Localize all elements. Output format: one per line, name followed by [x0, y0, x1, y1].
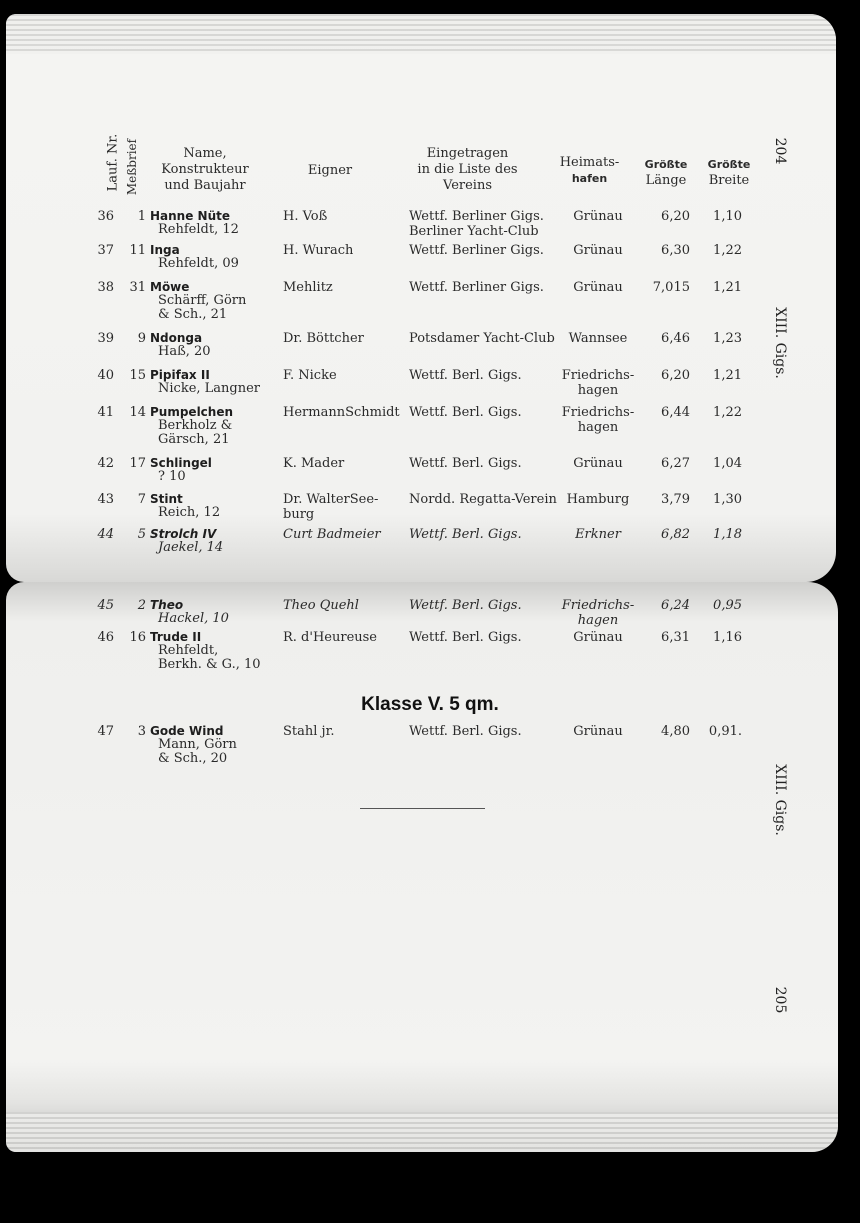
cell-eigner-line: F. Nicke	[283, 368, 337, 383]
cell-konstrukteur	[158, 294, 278, 322]
cell-breite: 1,21	[713, 280, 742, 295]
cell-konstrukteur	[158, 541, 278, 555]
cell-messbrief: 9	[137, 331, 146, 346]
cell-laenge: 7,015	[652, 280, 690, 295]
cell-laenge: 6,24	[661, 598, 690, 613]
cell-laenge: 6,30	[661, 243, 690, 258]
cell-boat-name: Stint	[150, 492, 183, 506]
cell-verein	[409, 492, 559, 507]
page-number-top: 204	[772, 137, 788, 165]
cell-heimatshafen	[558, 598, 638, 628]
cell-konstrukteur	[158, 644, 278, 672]
cell-heimatshafen	[558, 456, 638, 471]
cell-konstrukteur	[158, 470, 278, 484]
cell-boat-name: Schlingel	[150, 456, 212, 470]
cell-verein-line: Potsdamer Yacht-Club	[409, 331, 555, 346]
cell-boat-name: Pumpelchen	[150, 405, 234, 419]
header-breite: Größte Breite	[707, 158, 751, 188]
cell-konstrukteur-line: ? 10	[158, 469, 186, 484]
class-heading: Klasse V. 5 qm.	[361, 694, 499, 715]
cell-verein-line: Berliner Yacht-Club	[409, 224, 539, 239]
cell-eigner-line: K. Mader	[283, 456, 345, 471]
cell-eigner	[283, 630, 403, 645]
page-number-bottom: 205	[772, 986, 788, 1014]
cell-laenge: 3,79	[661, 492, 690, 507]
cell-eigner	[283, 527, 403, 542]
cell-breite: 1,21	[713, 368, 742, 383]
cell-breite: 1,23	[713, 331, 742, 346]
cell-eigner-line: Dr. WalterSee-	[283, 492, 379, 507]
page-edge-lines	[6, 14, 836, 54]
cell-konstrukteur-line: Haß, 20	[158, 344, 211, 359]
cell-eigner-line: Dr. Böttcher	[283, 331, 364, 346]
cell-eigner-line: Stahl jr.	[283, 724, 335, 739]
cell-heimatshafen-line: Friedrichs-	[561, 368, 635, 383]
cell-verein-line: Wettf. Berliner Gigs.	[409, 209, 544, 224]
cell-heimatshafen-line: Grünau	[573, 724, 623, 739]
cell-messbrief: 15	[129, 368, 146, 383]
cell-konstrukteur	[158, 382, 278, 396]
cell-laenge: 4,80	[661, 724, 690, 739]
cell-verein	[409, 209, 559, 239]
cell-verein	[409, 331, 559, 346]
cell-heimatshafen-line: Hamburg	[566, 492, 630, 507]
cell-konstrukteur-line: Berkh. & G., 10	[158, 657, 261, 672]
cell-konstrukteur-line: Reich, 12	[158, 505, 221, 520]
cell-boat-name: Theo	[150, 598, 184, 612]
cell-konstrukteur	[158, 345, 278, 359]
cell-eigner	[283, 243, 403, 258]
cell-verein-line: Wettf. Berliner Gigs.	[409, 280, 544, 295]
header-heimatshafen: Heimats- hafen	[559, 155, 620, 185]
cell-breite: 1,22	[713, 405, 742, 420]
cell-boat-name: Inga	[150, 243, 180, 257]
cell-konstrukteur-line: & Sch., 20	[158, 751, 228, 766]
cell-laenge: 6,31	[661, 630, 690, 645]
cell-breite: 1,04	[713, 456, 742, 471]
cell-konstrukteur-line: Berkholz &	[158, 418, 233, 433]
cell-messbrief: 17	[129, 456, 146, 471]
closing-rule	[360, 808, 485, 809]
cell-verein-line: Wettf. Berl. Gigs.	[409, 527, 522, 542]
cell-lauf-nr: 46	[97, 630, 114, 645]
cell-verein	[409, 280, 559, 295]
cell-eigner-line: Theo Quehl	[283, 598, 359, 613]
cell-eigner-line: HermannSchmidt	[283, 405, 400, 420]
cell-heimatshafen	[558, 280, 638, 295]
cell-verein-line: Wettf. Berl. Gigs.	[409, 724, 522, 739]
cell-verein	[409, 368, 559, 383]
cell-verein	[409, 724, 559, 739]
cell-heimatshafen	[558, 724, 638, 739]
cell-verein	[409, 405, 559, 420]
cell-konstrukteur	[158, 223, 278, 237]
cell-lauf-nr: 38	[97, 280, 114, 295]
cell-lauf-nr: 37	[97, 243, 114, 258]
cell-lauf-nr: 36	[97, 209, 114, 224]
cell-lauf-nr: 41	[97, 405, 114, 420]
header-name: Name, Konstrukteur und Baujahr	[161, 146, 249, 193]
cell-laenge: 6,82	[661, 527, 690, 542]
cell-boat-name: Gode Wind	[150, 724, 224, 738]
cell-heimatshafen	[558, 405, 638, 435]
cell-eigner-line: Curt Badmeier	[283, 527, 381, 542]
cell-eigner	[283, 724, 403, 739]
cell-heimatshafen-line: Grünau	[573, 209, 623, 224]
cell-boat-name: Trude II	[150, 630, 202, 644]
cell-heimatshafen-line: Grünau	[573, 456, 623, 471]
cell-heimatshafen-line: Erkner	[575, 527, 621, 542]
cell-verein	[409, 598, 559, 613]
cell-verein	[409, 243, 559, 258]
cell-heimatshafen-line: Friedrichs-	[561, 598, 635, 613]
cell-verein-line: Wettf. Berl. Gigs.	[409, 456, 522, 471]
header-laenge: Größte Länge	[644, 158, 688, 188]
cell-konstrukteur	[158, 612, 278, 626]
cell-konstrukteur-line: Hackel, 10	[158, 611, 229, 626]
cell-verein-line: Wettf. Berliner Gigs.	[409, 243, 544, 258]
cell-messbrief: 16	[129, 630, 146, 645]
cell-eigner	[283, 280, 403, 295]
side-label-bottom: XIII. Gigs.	[772, 764, 788, 836]
cell-messbrief: 14	[129, 405, 146, 420]
cell-heimatshafen	[558, 630, 638, 645]
cell-eigner	[283, 368, 403, 383]
cell-konstrukteur-line: Jaekel, 14	[158, 540, 224, 555]
cell-laenge: 6,46	[661, 331, 690, 346]
cell-lauf-nr: 43	[97, 492, 114, 507]
cell-lauf-nr: 40	[97, 368, 114, 383]
cell-eigner	[283, 492, 403, 522]
cell-verein	[409, 527, 559, 542]
page-edge-lines	[6, 1112, 838, 1152]
cell-messbrief: 2	[137, 598, 146, 613]
side-label-top: XIII. Gigs.	[772, 307, 788, 379]
cell-konstrukteur	[158, 419, 278, 447]
cell-verein-line: Nordd. Regatta-Verein	[409, 492, 557, 507]
cell-eigner-line: H. Voß	[283, 209, 328, 224]
cell-messbrief: 3	[137, 724, 146, 739]
cell-laenge: 6,44	[661, 405, 690, 420]
cell-konstrukteur-line: Schärff, Görn	[158, 293, 247, 308]
header-messbrief: Meßbrief	[125, 138, 139, 196]
cell-lauf-nr: 39	[97, 331, 114, 346]
cell-lauf-nr: 42	[97, 456, 114, 471]
cell-lauf-nr: 45	[97, 598, 114, 613]
cell-konstrukteur-line: Nicke, Langner	[158, 381, 261, 396]
cell-verein	[409, 630, 559, 645]
cell-eigner	[283, 405, 403, 420]
cell-eigner	[283, 598, 403, 613]
cell-konstrukteur	[158, 738, 278, 766]
cell-heimatshafen	[558, 209, 638, 224]
cell-heimatshafen	[558, 527, 638, 542]
cell-messbrief: 5	[137, 527, 146, 542]
header-lauf-nr: Lauf. Nr.	[105, 133, 121, 192]
cell-lauf-nr: 44	[97, 527, 114, 542]
cell-konstrukteur-line: Gärsch, 21	[158, 432, 230, 447]
cell-konstrukteur-line: Rehfeldt, 12	[158, 222, 239, 237]
cell-verein	[409, 456, 559, 471]
cell-heimatshafen-line: Grünau	[573, 243, 623, 258]
cell-boat-name: Strolch IV	[150, 527, 217, 541]
cell-lauf-nr: 47	[97, 724, 114, 739]
cell-laenge: 6,27	[661, 456, 690, 471]
cell-eigner-line: H. Wurach	[283, 243, 354, 258]
cell-eigner-line: Mehlitz	[283, 280, 333, 295]
cell-heimatshafen-line: hagen	[577, 383, 619, 398]
header-eigner: Eigner	[307, 163, 353, 178]
cell-heimatshafen	[558, 243, 638, 258]
cell-heimatshafen-line: Wannsee	[568, 331, 628, 346]
cell-breite: 0,91.	[708, 724, 742, 739]
cell-heimatshafen	[558, 368, 638, 398]
cell-breite: 0,95	[713, 598, 742, 613]
cell-messbrief: 31	[129, 280, 146, 295]
cell-heimatshafen-line: Friedrichs-	[561, 405, 635, 420]
cell-boat-name: Hanne Nüte	[150, 209, 231, 223]
cell-laenge: 6,20	[661, 368, 690, 383]
cell-laenge: 6,20	[661, 209, 690, 224]
cell-boat-name: Ndonga	[150, 331, 203, 345]
cell-breite: 1,18	[713, 527, 742, 542]
cell-eigner-line: burg	[283, 507, 315, 522]
cell-konstrukteur-line: Rehfeldt,	[158, 643, 219, 658]
cell-eigner-line: R. d'Heureuse	[283, 630, 377, 645]
cell-boat-name: Pipifax II	[150, 368, 210, 382]
header-eingetragen: Eingetragen in die Liste des Vereins	[417, 146, 518, 193]
cell-messbrief: 11	[129, 243, 146, 258]
cell-breite: 1,10	[713, 209, 742, 224]
cell-verein-line: Wettf. Berl. Gigs.	[409, 368, 522, 383]
cell-verein-line: Wettf. Berl. Gigs.	[409, 405, 522, 420]
cell-konstrukteur-line: & Sch., 21	[158, 307, 228, 322]
cell-konstrukteur-line: Mann, Görn	[158, 737, 237, 752]
cell-messbrief: 7	[137, 492, 146, 507]
cell-eigner	[283, 331, 403, 346]
cell-heimatshafen	[558, 492, 638, 507]
bottom-page	[6, 582, 838, 1152]
cell-konstrukteur-line: Rehfeldt, 09	[158, 256, 239, 271]
cell-breite: 1,30	[713, 492, 742, 507]
cell-konstrukteur	[158, 257, 278, 271]
cell-verein-line: Wettf. Berl. Gigs.	[409, 598, 522, 613]
cell-eigner	[283, 209, 403, 224]
cell-breite: 1,16	[713, 630, 742, 645]
cell-messbrief: 1	[137, 209, 146, 224]
cell-verein-line: Wettf. Berl. Gigs.	[409, 630, 522, 645]
cell-boat-name: Möwe	[150, 280, 190, 294]
cell-eigner	[283, 456, 403, 471]
cell-breite: 1,22	[713, 243, 742, 258]
cell-heimatshafen-line: hagen	[577, 420, 619, 435]
cell-heimatshafen-line: hagen	[577, 613, 619, 628]
cell-heimatshafen	[558, 331, 638, 346]
cell-konstrukteur	[158, 506, 278, 520]
cell-heimatshafen-line: Grünau	[573, 630, 623, 645]
cell-heimatshafen-line: Grünau	[573, 280, 623, 295]
